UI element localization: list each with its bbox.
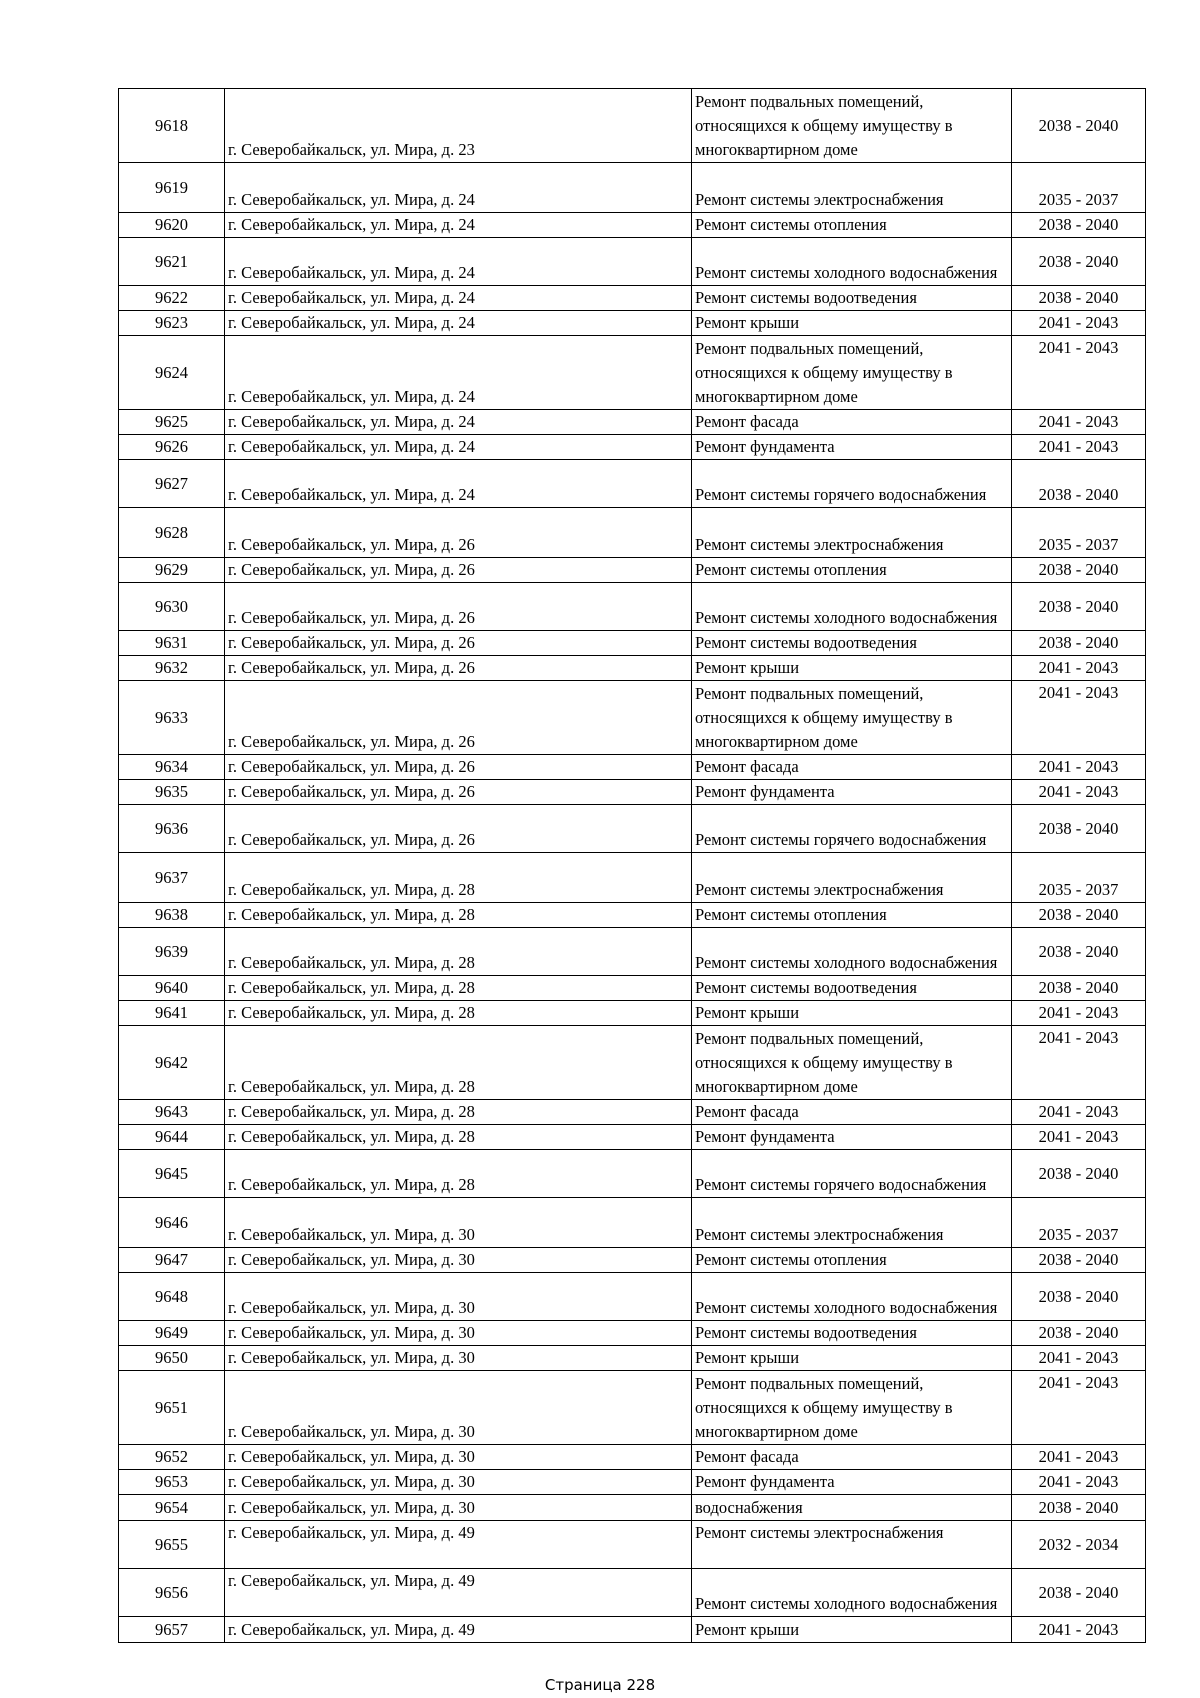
table-row [119, 1001, 1146, 1026]
address-cell: г. Северобайкальск, ул. Мира, д. 30 [225, 1198, 692, 1248]
years-cell: 2035 - 2037 [1012, 1198, 1146, 1248]
work-type-cell: Ремонт фасада [692, 410, 1012, 435]
work-type-cell: Ремонт фундамента [692, 435, 1012, 460]
years-cell: 2041 - 2043 [1012, 336, 1146, 410]
years-cell: 2041 - 2043 [1012, 1100, 1146, 1125]
row-number: 9635 [119, 780, 225, 805]
row-number: 9641 [119, 1001, 225, 1026]
table-row [119, 89, 1146, 163]
address-cell: г. Северобайкальск, ул. Мира, д. 26 [225, 631, 692, 656]
work-type-cell: Ремонт системы горячего водоснабжения [692, 1150, 1012, 1198]
row-number: 9633 [119, 681, 225, 755]
table-row [119, 336, 1146, 410]
years-cell: 2041 - 2043 [1012, 1001, 1146, 1026]
address-cell: г. Северобайкальск, ул. Мира, д. 24 [225, 286, 692, 311]
years-cell: 2038 - 2040 [1012, 1273, 1146, 1321]
years-cell: 2038 - 2040 [1012, 976, 1146, 1001]
years-cell: 2038 - 2040 [1012, 1321, 1146, 1346]
records-table [118, 88, 1146, 1643]
work-type-cell: Ремонт крыши [692, 1001, 1012, 1026]
table-row [119, 410, 1146, 435]
row-number: 9653 [119, 1470, 225, 1495]
address-cell: г. Северобайкальск, ул. Мира, д. 28 [225, 928, 692, 976]
years-cell: 2041 - 2043 [1012, 311, 1146, 336]
table-row [119, 508, 1146, 558]
table-row [119, 238, 1146, 286]
table-row [119, 1125, 1146, 1150]
row-number: 9642 [119, 1026, 225, 1100]
work-type-cell: Ремонт системы электроснабжения [692, 1198, 1012, 1248]
table-row [119, 1248, 1146, 1273]
address-cell: г. Северобайкальск, ул. Мира, д. 49 [225, 1617, 692, 1643]
years-cell: 2038 - 2040 [1012, 1569, 1146, 1617]
table-row [119, 1150, 1146, 1198]
row-number: 9625 [119, 410, 225, 435]
table-row [119, 460, 1146, 508]
address-cell: г. Северобайкальск, ул. Мира, д. 28 [225, 1150, 692, 1198]
table-row [119, 805, 1146, 853]
years-cell: 2041 - 2043 [1012, 780, 1146, 805]
years-cell: 2038 - 2040 [1012, 286, 1146, 311]
years-cell: 2038 - 2040 [1012, 558, 1146, 583]
address-cell: г. Северобайкальск, ул. Мира, д. 24 [225, 311, 692, 336]
years-cell: 2038 - 2040 [1012, 805, 1146, 853]
years-cell: 2035 - 2037 [1012, 508, 1146, 558]
work-type-cell: Ремонт системы водоотведения [692, 1321, 1012, 1346]
years-cell: 2032 - 2034 [1012, 1521, 1146, 1569]
table-row [119, 1100, 1146, 1125]
years-cell: 2041 - 2043 [1012, 1445, 1146, 1470]
address-cell: г. Северобайкальск, ул. Мира, д. 28 [225, 1125, 692, 1150]
address-cell: г. Северобайкальск, ул. Мира, д. 24 [225, 410, 692, 435]
row-number: 9647 [119, 1248, 225, 1273]
table-row [119, 583, 1146, 631]
address-cell: г. Северобайкальск, ул. Мира, д. 26 [225, 780, 692, 805]
years-cell: 2041 - 2043 [1012, 435, 1146, 460]
row-number: 9650 [119, 1346, 225, 1371]
row-number: 9637 [119, 853, 225, 903]
work-type-cell: Ремонт системы отопления [692, 558, 1012, 583]
years-cell: 2041 - 2043 [1012, 1026, 1146, 1100]
table-row [119, 1617, 1146, 1643]
row-number: 9643 [119, 1100, 225, 1125]
row-number: 9638 [119, 903, 225, 928]
row-number: 9644 [119, 1125, 225, 1150]
row-number: 9622 [119, 286, 225, 311]
table-row [119, 213, 1146, 238]
years-cell: 2038 - 2040 [1012, 583, 1146, 631]
row-number: 9655 [119, 1521, 225, 1569]
address-cell: г. Северобайкальск, ул. Мира, д. 30 [225, 1495, 692, 1521]
years-cell: 2041 - 2043 [1012, 1125, 1146, 1150]
address-cell: г. Северобайкальск, ул. Мира, д. 26 [225, 755, 692, 780]
table-row [119, 1495, 1146, 1521]
row-number: 9626 [119, 435, 225, 460]
work-type-cell: Ремонт крыши [692, 656, 1012, 681]
address-cell: г. Северобайкальск, ул. Мира, д. 49 [225, 1569, 692, 1617]
work-type-cell: Ремонт крыши [692, 1346, 1012, 1371]
address-cell: г. Северобайкальск, ул. Мира, д. 26 [225, 558, 692, 583]
table-row [119, 558, 1146, 583]
years-cell: 2041 - 2043 [1012, 656, 1146, 681]
row-number: 9634 [119, 755, 225, 780]
work-type-cell: Ремонт подвальных помещений, относящихся к общему имуществу в многоквартирном доме [692, 336, 1012, 410]
address-cell: г. Северобайкальск, ул. Мира, д. 30 [225, 1445, 692, 1470]
work-type-cell: Ремонт подвальных помещений, относящихся к общему имуществу в многоквартирном доме [692, 1371, 1012, 1445]
work-type-cell: Ремонт системы холодного водоснабжения [692, 238, 1012, 286]
address-cell: г. Северобайкальск, ул. Мира, д. 30 [225, 1470, 692, 1495]
table-row [119, 1445, 1146, 1470]
years-cell: 2041 - 2043 [1012, 410, 1146, 435]
row-number: 9628 [119, 508, 225, 558]
work-type-cell: Ремонт системы водоотведения [692, 976, 1012, 1001]
table-row [119, 1026, 1146, 1100]
address-cell: г. Северобайкальск, ул. Мира, д. 26 [225, 583, 692, 631]
row-number: 9648 [119, 1273, 225, 1321]
years-cell: 2038 - 2040 [1012, 1248, 1146, 1273]
address-cell: г. Северобайкальск, ул. Мира, д. 28 [225, 1001, 692, 1026]
address-cell: г. Северобайкальск, ул. Мира, д. 49 [225, 1521, 692, 1569]
work-type-cell: Ремонт подвальных помещений, относящихся к общему имуществу в многоквартирном доме [692, 681, 1012, 755]
table-row [119, 903, 1146, 928]
address-cell: г. Северобайкальск, ул. Мира, д. 26 [225, 508, 692, 558]
address-cell: г. Северобайкальск, ул. Мира, д. 26 [225, 656, 692, 681]
row-number: 9654 [119, 1495, 225, 1521]
work-type-cell: Ремонт системы холодного водоснабжения [692, 928, 1012, 976]
address-cell: г. Северобайкальск, ул. Мира, д. 30 [225, 1371, 692, 1445]
work-type-cell: Ремонт фундамента [692, 1470, 1012, 1495]
work-type-cell: Ремонт фундамента [692, 780, 1012, 805]
years-cell: 2041 - 2043 [1012, 1470, 1146, 1495]
row-number: 9652 [119, 1445, 225, 1470]
work-type-cell: водоснабжения [692, 1495, 1012, 1521]
work-type-cell: Ремонт системы отопления [692, 213, 1012, 238]
row-number: 9620 [119, 213, 225, 238]
address-cell: г. Северобайкальск, ул. Мира, д. 28 [225, 853, 692, 903]
years-cell: 2038 - 2040 [1012, 903, 1146, 928]
address-cell: г. Северобайкальск, ул. Мира, д. 24 [225, 213, 692, 238]
address-cell: г. Северобайкальск, ул. Мира, д. 24 [225, 336, 692, 410]
table-row [119, 1273, 1146, 1321]
years-cell: 2038 - 2040 [1012, 213, 1146, 238]
table-row [119, 435, 1146, 460]
work-type-cell: Ремонт системы водоотведения [692, 286, 1012, 311]
work-type-cell: Ремонт фундамента [692, 1125, 1012, 1150]
work-type-cell: Ремонт крыши [692, 1617, 1012, 1643]
row-number: 9640 [119, 976, 225, 1001]
row-number: 9623 [119, 311, 225, 336]
row-number: 9639 [119, 928, 225, 976]
address-cell: г. Северобайкальск, ул. Мира, д. 26 [225, 805, 692, 853]
work-type-cell: Ремонт системы холодного водоснабжения [692, 1273, 1012, 1321]
address-cell: г. Северобайкальск, ул. Мира, д. 30 [225, 1273, 692, 1321]
row-number: 9618 [119, 89, 225, 163]
table-row [119, 1521, 1146, 1569]
work-type-cell: Ремонт фасада [692, 1445, 1012, 1470]
address-cell: г. Северобайкальск, ул. Мира, д. 28 [225, 903, 692, 928]
address-cell: г. Северобайкальск, ул. Мира, д. 30 [225, 1248, 692, 1273]
table-row [119, 1371, 1146, 1445]
row-number: 9649 [119, 1321, 225, 1346]
table-row [119, 631, 1146, 656]
work-type-cell: Ремонт крыши [692, 311, 1012, 336]
row-number: 9645 [119, 1150, 225, 1198]
years-cell: 2035 - 2037 [1012, 853, 1146, 903]
table-row [119, 853, 1146, 903]
years-cell: 2038 - 2040 [1012, 1150, 1146, 1198]
row-number: 9636 [119, 805, 225, 853]
years-cell: 2035 - 2037 [1012, 163, 1146, 213]
years-cell: 2041 - 2043 [1012, 1617, 1146, 1643]
address-cell: г. Северобайкальск, ул. Мира, д. 24 [225, 163, 692, 213]
address-cell: г. Северобайкальск, ул. Мира, д. 23 [225, 89, 692, 163]
table-row [119, 286, 1146, 311]
address-cell: г. Северобайкальск, ул. Мира, д. 30 [225, 1346, 692, 1371]
address-cell: г. Северобайкальск, ул. Мира, д. 24 [225, 238, 692, 286]
work-type-cell: Ремонт системы электроснабжения [692, 508, 1012, 558]
years-cell: 2041 - 2043 [1012, 755, 1146, 780]
row-number: 9646 [119, 1198, 225, 1248]
page-number: Страница 228 [544, 1676, 656, 1694]
table-row [119, 311, 1146, 336]
table-row [119, 1569, 1146, 1617]
row-number: 9619 [119, 163, 225, 213]
work-type-cell: Ремонт фасада [692, 1100, 1012, 1125]
table-row [119, 755, 1146, 780]
work-type-cell: Ремонт системы электроснабжения [692, 163, 1012, 213]
work-type-cell: Ремонт подвальных помещений, относящихся к общему имуществу в многоквартирном доме [692, 1026, 1012, 1100]
work-type-cell: Ремонт системы отопления [692, 1248, 1012, 1273]
row-number: 9651 [119, 1371, 225, 1445]
work-type-cell: Ремонт системы электроснабжения [692, 1521, 1012, 1569]
years-cell: 2041 - 2043 [1012, 681, 1146, 755]
work-type-cell: Ремонт системы электроснабжения [692, 853, 1012, 903]
address-cell: г. Северобайкальск, ул. Мира, д. 26 [225, 681, 692, 755]
table-row [119, 681, 1146, 755]
years-cell: 2038 - 2040 [1012, 631, 1146, 656]
row-number: 9631 [119, 631, 225, 656]
address-cell: г. Северобайкальск, ул. Мира, д. 28 [225, 1026, 692, 1100]
address-cell: г. Северобайкальск, ул. Мира, д. 24 [225, 460, 692, 508]
work-type-cell: Ремонт системы горячего водоснабжения [692, 460, 1012, 508]
address-cell: г. Северобайкальск, ул. Мира, д. 24 [225, 435, 692, 460]
row-number: 9627 [119, 460, 225, 508]
row-number: 9624 [119, 336, 225, 410]
table-row [119, 163, 1146, 213]
work-type-cell: Ремонт системы отопления [692, 903, 1012, 928]
address-cell: г. Северобайкальск, ул. Мира, д. 30 [225, 1321, 692, 1346]
table-row [119, 1346, 1146, 1371]
table-row [119, 656, 1146, 681]
years-cell: 2038 - 2040 [1012, 928, 1146, 976]
table-row [119, 976, 1146, 1001]
table-row [119, 1470, 1146, 1495]
row-number: 9632 [119, 656, 225, 681]
years-cell: 2038 - 2040 [1012, 89, 1146, 163]
address-cell: г. Северобайкальск, ул. Мира, д. 28 [225, 976, 692, 1001]
row-number: 9629 [119, 558, 225, 583]
years-cell: 2038 - 2040 [1012, 238, 1146, 286]
row-number: 9621 [119, 238, 225, 286]
work-type-cell: Ремонт подвальных помещений, относящихся к общему имуществу в многоквартирном доме [692, 89, 1012, 163]
row-number: 9657 [119, 1617, 225, 1643]
row-number: 9656 [119, 1569, 225, 1617]
address-cell: г. Северобайкальск, ул. Мира, д. 28 [225, 1100, 692, 1125]
row-number: 9630 [119, 583, 225, 631]
work-type-cell: Ремонт системы горячего водоснабжения [692, 805, 1012, 853]
table-row [119, 928, 1146, 976]
work-type-cell: Ремонт системы холодного водоснабжения [692, 583, 1012, 631]
work-type-cell: Ремонт системы холодного водоснабжения [692, 1569, 1012, 1617]
table-row [119, 1198, 1146, 1248]
work-type-cell: Ремонт фасада [692, 755, 1012, 780]
years-cell: 2041 - 2043 [1012, 1371, 1146, 1445]
years-cell: 2041 - 2043 [1012, 1346, 1146, 1371]
years-cell: 2038 - 2040 [1012, 1495, 1146, 1521]
table-row [119, 780, 1146, 805]
table-row [119, 1321, 1146, 1346]
years-cell: 2038 - 2040 [1012, 460, 1146, 508]
work-type-cell: Ремонт системы водоотведения [692, 631, 1012, 656]
